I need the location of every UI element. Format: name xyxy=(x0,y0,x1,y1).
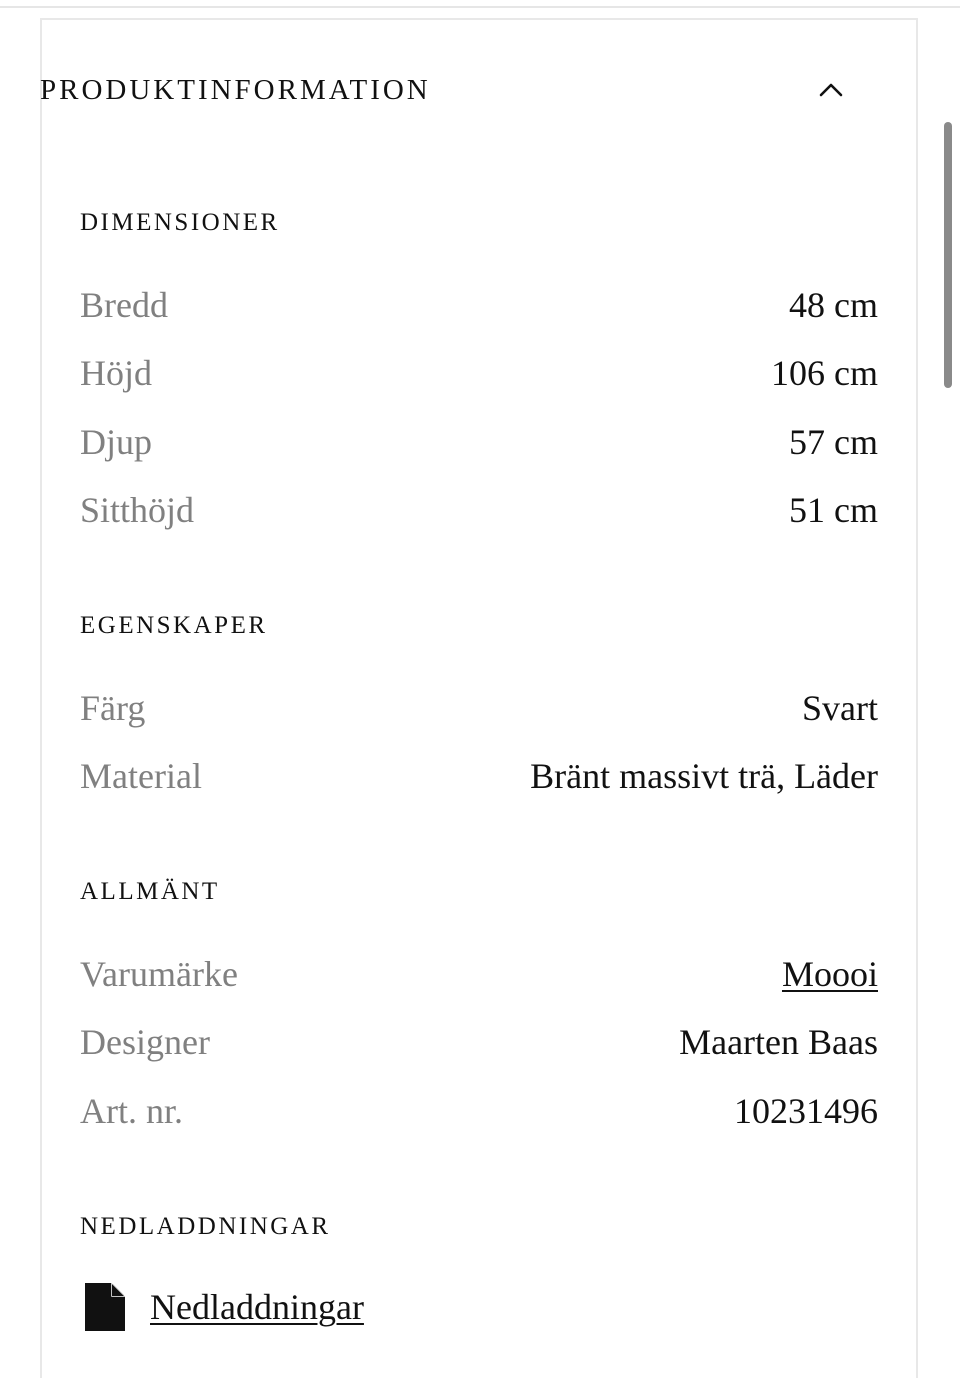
section-heading-properties: EGENSKAPER xyxy=(80,612,268,639)
spec-value: Maarten Baas xyxy=(679,1022,878,1062)
spec-value: 106 cm xyxy=(771,353,878,393)
spec-label: Färg xyxy=(80,688,146,728)
spec-value: Svart xyxy=(802,688,878,728)
spec-value: 57 cm xyxy=(789,422,878,462)
spec-row-material xyxy=(80,751,878,801)
spec-label: Varumärke xyxy=(80,954,238,994)
top-divider xyxy=(0,6,960,8)
spec-label: Sitthöjd xyxy=(80,490,195,530)
brand-link[interactable]: Moooi xyxy=(781,954,878,994)
scrollbar-thumb[interactable] xyxy=(944,122,952,388)
downloads-link[interactable] xyxy=(84,1282,484,1332)
spec-value: 10231496 xyxy=(734,1091,878,1131)
spec-row-color xyxy=(80,683,878,733)
spec-label: Material xyxy=(80,756,202,796)
spec-value: 48 cm xyxy=(789,285,878,325)
spec-label: Bredd xyxy=(80,285,168,325)
spec-label: Höjd xyxy=(80,353,152,393)
spec-row-width xyxy=(80,280,878,330)
chevron-up-icon[interactable] xyxy=(818,80,844,98)
spec-label: Designer xyxy=(80,1022,210,1062)
spec-value: 51 cm xyxy=(789,490,878,530)
spec-row-article-number xyxy=(80,1086,878,1136)
spec-label: Djup xyxy=(80,422,152,462)
downloads-link-label[interactable]: Nedladdningar xyxy=(150,1287,364,1327)
panel-title: PRODUKTINFORMATION xyxy=(40,74,431,106)
spec-row-seat-height xyxy=(80,485,878,535)
spec-row-height xyxy=(80,348,878,398)
section-heading-general: ALLMÄNT xyxy=(80,878,220,905)
spec-value: Bränt massivt trä, Läder xyxy=(530,756,878,796)
spec-row-depth xyxy=(80,417,878,467)
section-heading-dimensions: DIMENSIONER xyxy=(80,209,280,236)
section-heading-downloads: NEDLADDNINGAR xyxy=(80,1213,331,1240)
spec-label: Art. nr. xyxy=(80,1091,183,1131)
accordion-header[interactable] xyxy=(40,62,838,118)
spec-row-brand xyxy=(80,949,878,999)
document-icon xyxy=(84,1282,126,1332)
spec-row-designer xyxy=(80,1017,878,1067)
